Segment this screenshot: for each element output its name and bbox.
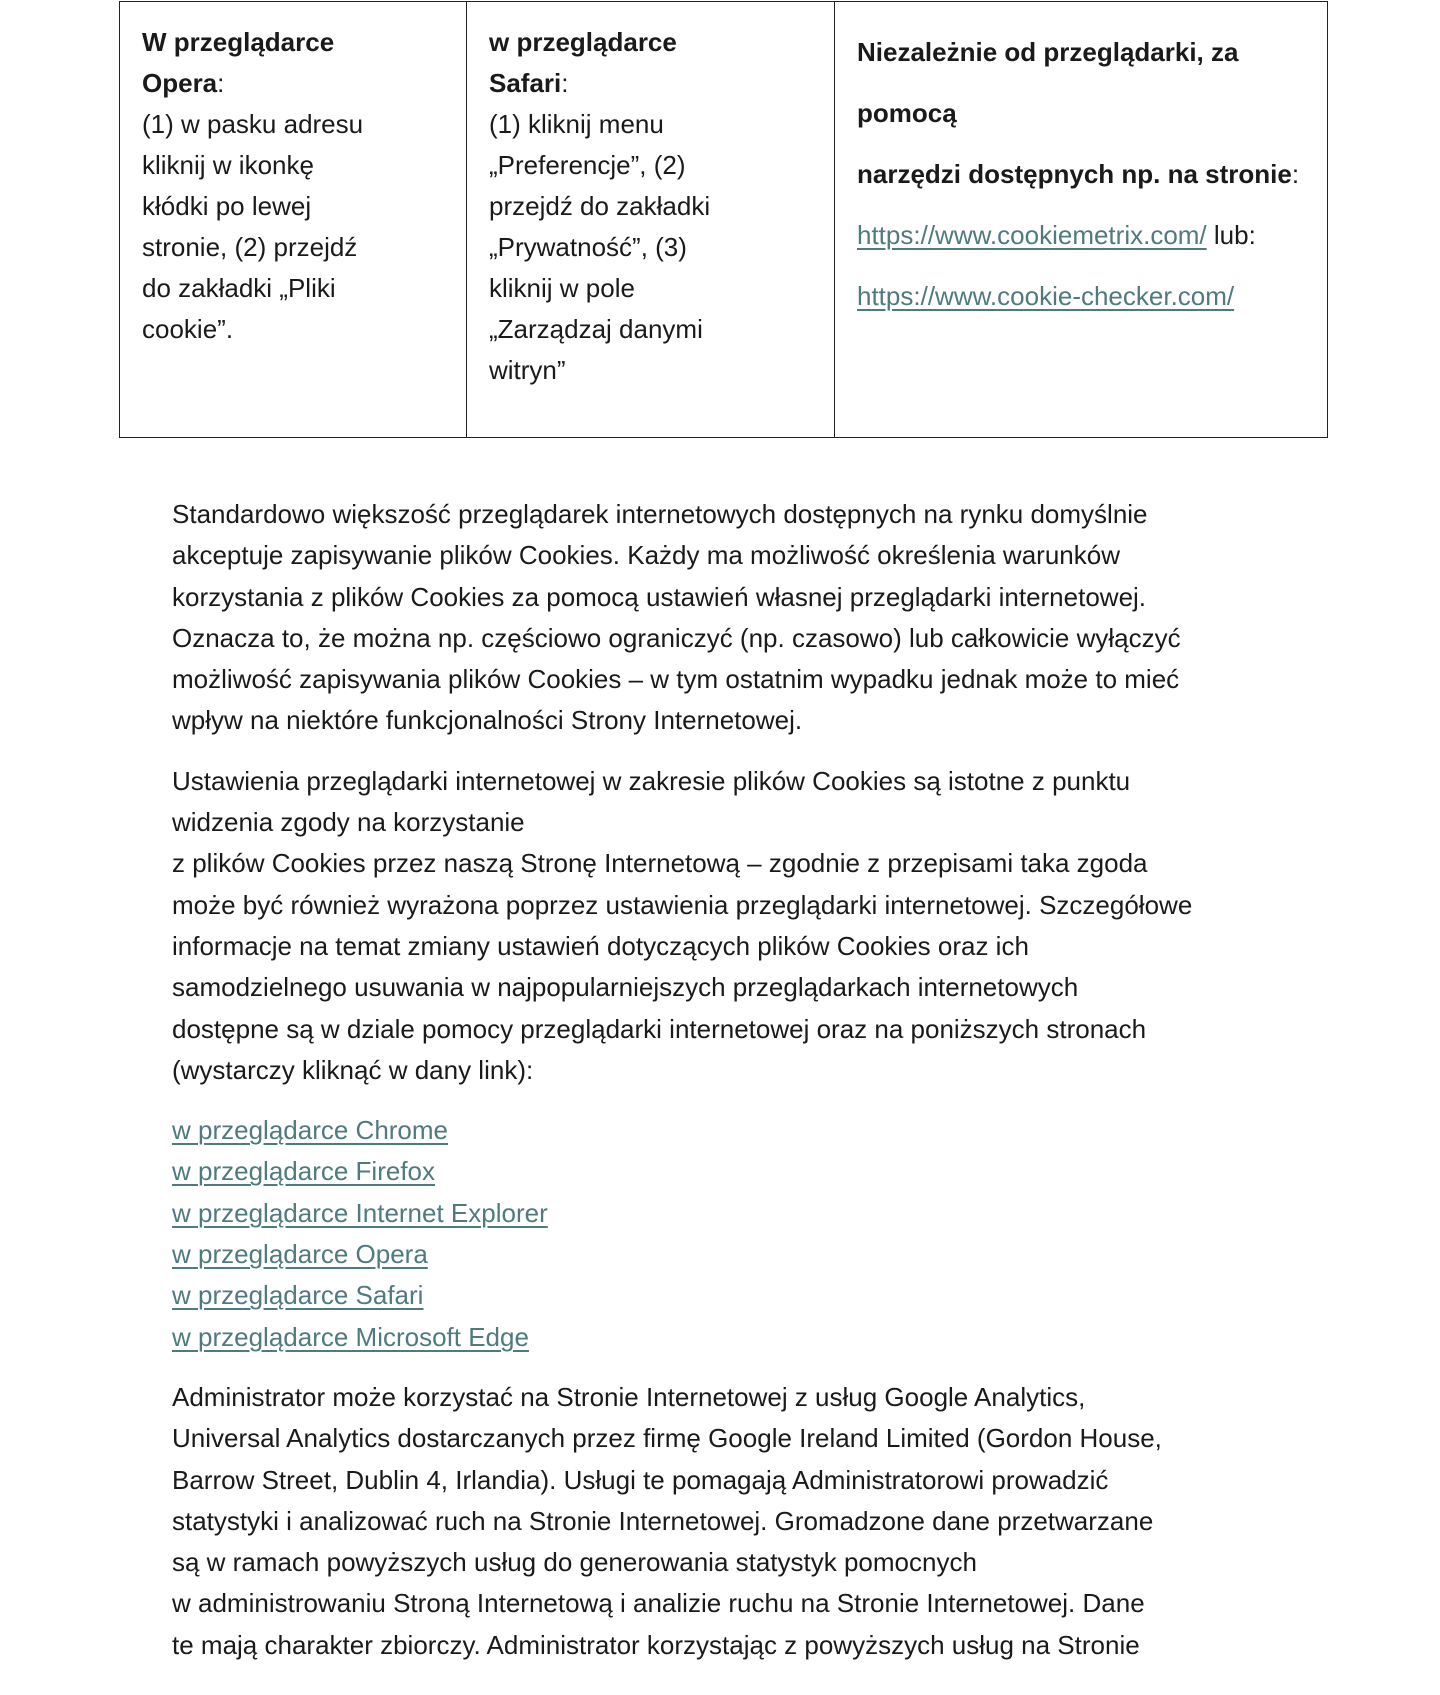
microsoft-edge-link[interactable]: w przeglądarce Microsoft Edge (172, 1321, 529, 1352)
text-line: widzenia zgody na korzystanie (172, 807, 525, 838)
text-line: Administrator może korzystać na Stronie Internetowej z usług Google Analytics, (172, 1381, 1086, 1412)
cell-line: (1) w pasku adresu (142, 109, 364, 139)
text-line: Barrow Street, Dublin 4, Irlandia). Usługi te pomagają Administratorowi prowadzić (172, 1464, 1109, 1495)
cell-line: „Zarządzaj danymi (489, 314, 703, 344)
text-line: korzystania z plików Cookies za pomocą ustawień własnej przeglądarki internetowej. (172, 581, 1147, 612)
cell-line: „Preferencje”, (2) (489, 150, 686, 180)
text-line: w administrowaniu Stroną Internetową i analizie ruchu na Stronie Internetowej. Dane (172, 1588, 1145, 1619)
cell-line: kliknij w pole (489, 273, 635, 303)
text-line: Ustawienia przeglądarki internetowej w zakresie plików Cookies są istotne z punktu (172, 765, 1131, 796)
cookiemetrix-link[interactable]: https://www.cookiemetrix.com/ (857, 220, 1207, 250)
cell-colon: : (217, 68, 225, 98)
paragraph-google-analytics (172, 1377, 1312, 1666)
cell-safari (467, 2, 835, 438)
text-line: samodzielnego usuwania w najpopularniejszych przeglądarkach internetowych (172, 972, 1079, 1003)
text-line: dostępne są w dziale pomocy przeglądarki internetowej oraz na poniższych stronach (172, 1013, 1147, 1044)
cell-title: Safari (489, 68, 562, 98)
firefox-link[interactable]: w przeglądarce Firefox (172, 1156, 435, 1187)
cell-any-browser (835, 2, 1328, 438)
text-line: możliwość zapisywania plików Cookies – w tym ostatnim wypadku jednak może to mieć (172, 664, 1180, 695)
cell-line: „Prywatność”, (3) (489, 232, 687, 262)
cell-colon: : (1291, 159, 1300, 189)
text-line: z plików Cookies przez naszą Stronę Internetową – zgodnie z przepisami taka zgoda (172, 848, 1148, 879)
chrome-link[interactable]: w przeglądarce Chrome (172, 1115, 449, 1146)
cell-title: narzędzi dostępnych np. na stronie (857, 159, 1292, 189)
body-text (172, 494, 1312, 1685)
link-suffix: lub: (1206, 220, 1256, 250)
browser-instructions-table (119, 1, 1328, 438)
cell-line: przejdź do zakładki (489, 191, 711, 221)
text-line: statystyki i analizować ruch na Stronie Internetowej. Gromadzone dane przetwarzane (172, 1505, 1154, 1536)
text-line: Standardowo większość przeglądarek internetowych dostępnych na rynku domyślnie (172, 499, 1148, 529)
browser-links-list (172, 1110, 1312, 1358)
table-row (120, 2, 1328, 438)
text-line: akceptuje zapisywanie plików Cookies. Każdy ma możliwość określenia warunków (172, 540, 1120, 571)
text-line: są w ramach powyższych usług do generowania statystyk pomocnych (172, 1547, 977, 1578)
internet-explorer-link[interactable]: w przeglądarce Internet Explorer (172, 1197, 548, 1228)
paragraph-default-settings (172, 494, 1312, 742)
text-line: informacje na temat zmiany ustawień dotyczących plików Cookies oraz ich (172, 930, 1029, 961)
text-line: te mają charakter zbiorczy. Administrator korzystając z powyższych usług na Stronie (172, 1629, 1140, 1660)
text-line: wpływ na niektóre funkcjonalności Strony Internetowej. (172, 705, 803, 736)
cell-colon: : (561, 68, 569, 98)
text-line: Oznacza to, że można np. częściowo ograniczyć (np. czasowo) lub całkowicie wyłączyć (172, 622, 1181, 653)
cell-line: kliknij w ikonkę (142, 150, 314, 180)
cell-line: do zakładki „Pliki (142, 273, 336, 303)
text-line: (wystarczy kliknąć w dany link): (172, 1054, 534, 1085)
cell-line: stronie, (2) przejdź (142, 232, 358, 262)
cell-line: (1) kliknij menu (489, 109, 664, 139)
cell-title: w przeglądarce (489, 27, 677, 57)
opera-link[interactable]: w przeglądarce Opera (172, 1239, 428, 1270)
cell-opera (120, 2, 467, 438)
cell-line: cookie”. (142, 314, 234, 344)
cell-line: witryn” (489, 355, 566, 385)
cookie-checker-link[interactable]: https://www.cookie-checker.com/ (857, 281, 1235, 311)
cell-title: W przeglądarce (142, 27, 335, 57)
text-line: Universal Analytics dostarczanych przez firmę Google Ireland Limited (Gordon House, (172, 1423, 1162, 1454)
cell-title: Niezależnie od przeglądarki, za pomocą (857, 37, 1239, 128)
cell-line: kłódki po lewej (142, 191, 312, 221)
paragraph-consent-settings (172, 761, 1312, 1091)
text-line: może być również wyrażona poprzez ustawienia przeglądarki internetowej. Szczegółowe (172, 889, 1193, 920)
cell-title: Opera (142, 68, 218, 98)
safari-link[interactable]: w przeglądarce Safari (172, 1280, 424, 1311)
